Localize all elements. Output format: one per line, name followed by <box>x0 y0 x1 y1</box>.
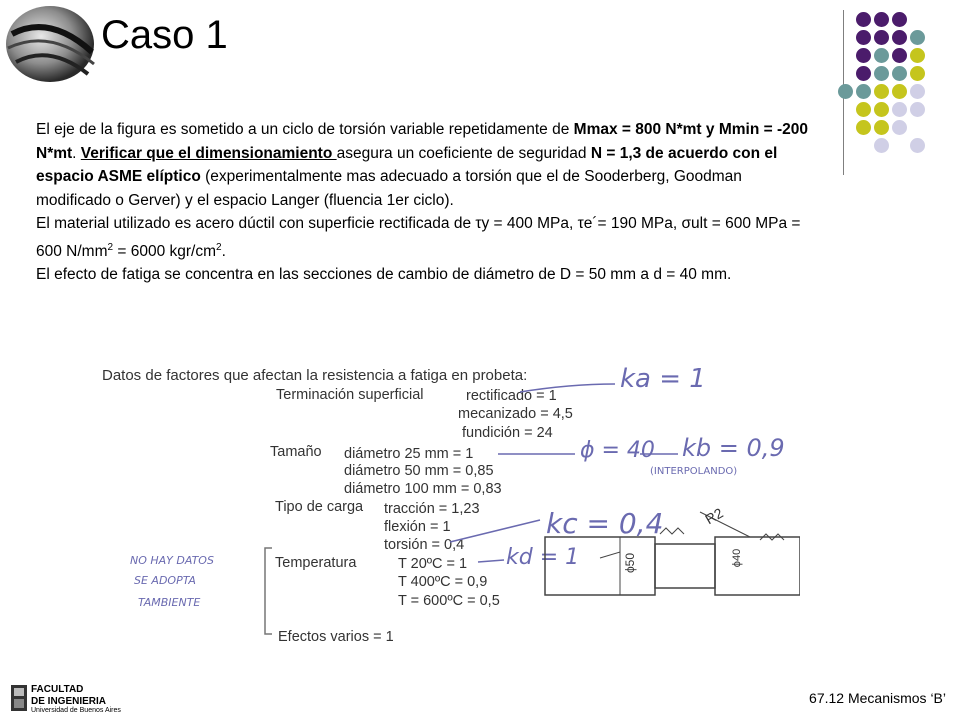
decorative-dot <box>856 12 871 27</box>
decorative-dot <box>892 66 907 81</box>
scanned-factor-sheet <box>100 362 800 662</box>
university-name: Universidad de Buenos Aires <box>31 707 121 714</box>
decorative-dot <box>856 66 871 81</box>
faculty-name-line1: FACULTAD <box>31 684 84 695</box>
rectified-value: rectificado = 1 <box>466 388 557 404</box>
decorative-dot <box>910 102 925 117</box>
decorative-dot <box>874 84 889 99</box>
decorative-dot <box>892 102 907 117</box>
decorative-dot <box>910 30 925 45</box>
handwritten-phi: ϕ = 40 <box>580 438 655 463</box>
decorative-dot <box>856 48 871 63</box>
faculty-crest-icon <box>10 684 28 712</box>
fillet-radius-label: R2 <box>702 504 726 528</box>
temperature-label: Temperatura <box>275 555 357 571</box>
scan-annotations <box>100 362 800 662</box>
problem-text: (experimentalmente mas adecuado a torsión que el de Sooderberg, Goodman modificado o Gerver) y el espacio Langer (fluencia 1er ciclo). <box>36 168 742 209</box>
diameter-25-value: diámetro 25 mm = 1 <box>344 446 474 462</box>
torsion-value: torsión = 0,4 <box>384 537 465 553</box>
size-label: Tamaño <box>270 444 322 460</box>
decorative-dot <box>910 66 925 81</box>
decorative-dot <box>874 138 889 153</box>
shaft-photo-logo <box>4 4 96 84</box>
decorative-dot <box>892 48 907 63</box>
superscript: 2 <box>216 241 222 253</box>
decorative-dot <box>892 120 907 135</box>
problem-paragraph-3: El efecto de fatiga se concentra en las secciones de cambio de diámetro de D = 50 mm a d = 40 mm. <box>36 266 732 284</box>
decorative-dot <box>856 30 871 45</box>
decorative-dot <box>856 84 871 99</box>
verify-instruction: Verificar que el dimensionamiento <box>80 144 337 162</box>
material-text: . <box>221 242 226 260</box>
diameter-50-dimension: ϕ50 <box>623 552 638 574</box>
temp-400-value: T 400ºC = 0,9 <box>398 574 488 590</box>
flexion-value: flexión = 1 <box>384 519 451 535</box>
problem-statement <box>36 118 816 287</box>
decorative-dot <box>874 12 889 27</box>
machined-value: mecanizado = 4,5 <box>458 406 573 422</box>
surface-finish-label: Terminación superficial <box>276 387 424 403</box>
moment-values: Mmax = 800 N*mt y Mmin = -200 N*mt <box>36 121 808 162</box>
handwritten-kc: kc = 0,4 <box>546 507 664 540</box>
traction-value: tracción = 1,23 <box>384 501 480 517</box>
diameter-40-dimension: ϕ40 <box>731 548 744 568</box>
problem-text: El eje de la figura es sometido a un ciclo de torsión variable repetidamente de <box>36 121 574 138</box>
faculty-name-line2: DE INGENIERIA <box>31 696 107 707</box>
handwritten-note-line1: NO HAY DATOS <box>130 554 214 567</box>
handwritten-note-line2: SE ADOPTA <box>134 574 196 587</box>
decorative-dot <box>874 120 889 135</box>
decorative-dot <box>892 30 907 45</box>
decorative-dot <box>910 138 925 153</box>
decorative-dot <box>892 12 907 27</box>
diameter-100-value: diámetro 100 mm = 0,83 <box>344 481 502 497</box>
problem-text: . <box>72 144 81 162</box>
material-text: El material utilizado es acero dúctil con superficie rectificada de τy = 400 MPa, τe´= 190 MPa, σult = 600 MPa = 600 N/mm <box>36 215 801 260</box>
load-type-label: Tipo de carga <box>275 499 364 515</box>
decorative-dot <box>910 84 925 99</box>
scan-heading: Datos de factores que afectan la resistencia a fatiga en probeta: <box>102 367 528 384</box>
decorative-dot <box>892 84 907 99</box>
diameter-50-value: diámetro 50 mm = 0,85 <box>344 463 494 479</box>
course-label: 67.12 Mecanismos ‘B’ <box>809 690 946 706</box>
decorative-dot <box>874 30 889 45</box>
decorative-dot <box>838 84 853 99</box>
temp-600-value: T = 600ºC = 0,5 <box>398 593 500 609</box>
handwritten-ka: ka = 1 <box>620 364 706 394</box>
problem-paragraph-2 <box>36 212 816 263</box>
handwritten-interpolating: (INTERPOLANDO) <box>650 466 738 477</box>
handwritten-note-line3: TAMBIENTE <box>138 596 201 609</box>
decorative-dot <box>874 66 889 81</box>
problem-text: asegura un coeficiente de seguridad <box>336 144 591 162</box>
problem-paragraph-1 <box>36 118 816 212</box>
decorative-dot <box>874 102 889 117</box>
decorative-dot <box>910 48 925 63</box>
handwritten-kd: kd = 1 <box>506 545 580 570</box>
decorative-dot <box>874 48 889 63</box>
decorative-dot <box>856 102 871 117</box>
handwritten-kb: kb = 0,9 <box>682 434 785 462</box>
material-text: = 6000 kgr/cm <box>113 242 217 260</box>
cast-value: fundición = 24 <box>462 425 553 441</box>
decorative-dot-grid <box>846 12 946 162</box>
misc-effects-value: Efectos varios = 1 <box>278 629 394 645</box>
superscript: 2 <box>107 241 114 253</box>
decorative-dot <box>856 120 871 135</box>
safety-factor: N = 1,3 de acuerdo con el espacio ASME elíptico <box>36 144 778 185</box>
page-title: Caso 1 <box>101 13 228 57</box>
temp-20-value: T 20ºC = 1 <box>398 556 468 572</box>
